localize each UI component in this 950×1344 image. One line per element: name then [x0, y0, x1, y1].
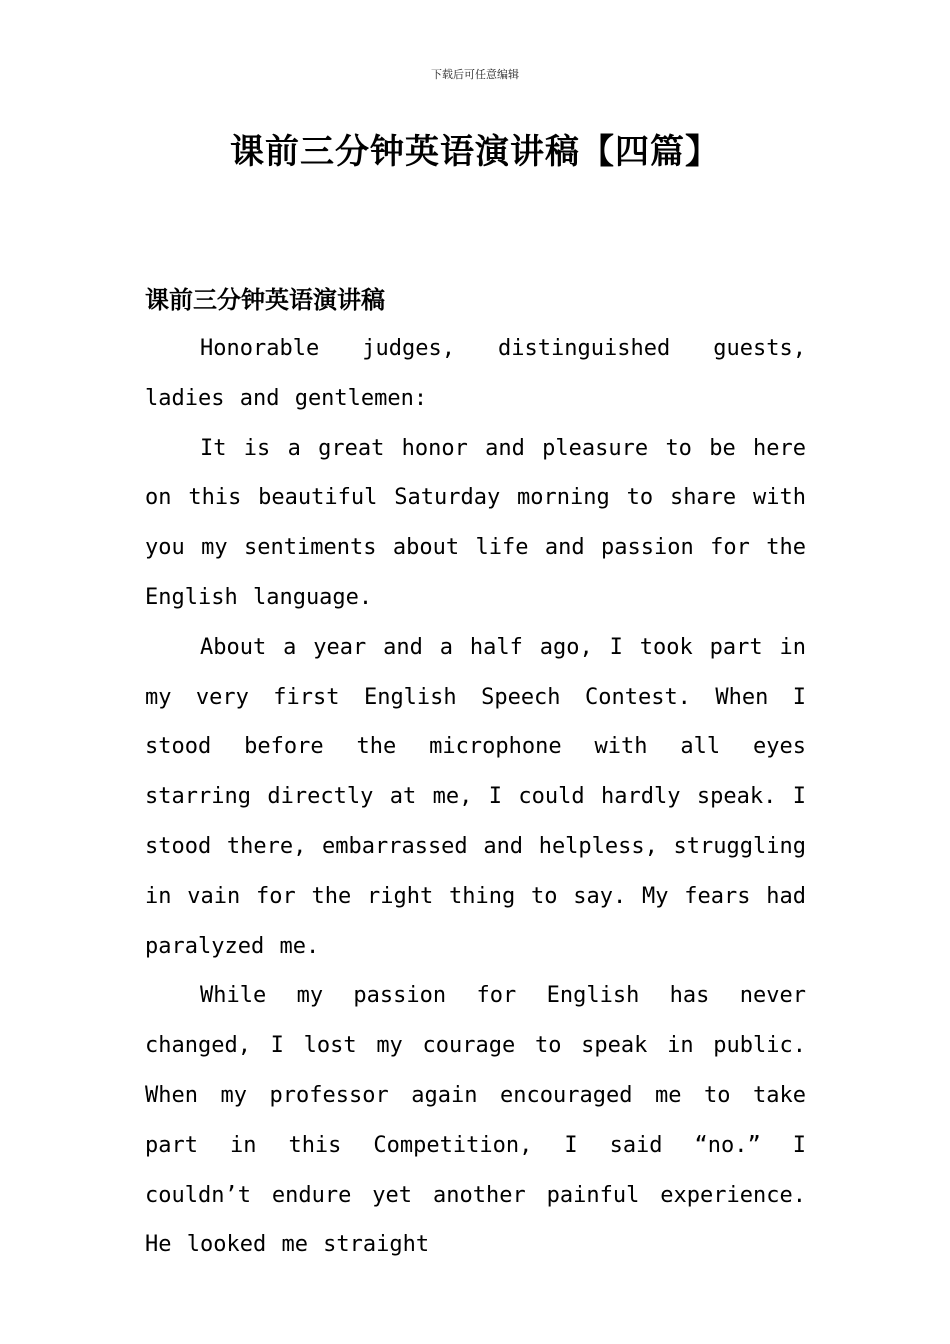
paragraph-first-contest: About a year and a half ago, I took part in my very first English Speech Contest. When I stood before the microphone with all eyes starring directly at me, I could hardly speak. I stood there, embarrassed and helpless, struggling in vain for the right thing to say. My fears had paralyzed me.: [145, 634, 806, 959]
paragraph-introduction: It is a great honor and pleasure to be here on this beautiful Saturday morning to share with you my sentiments about life and passion for the English language.: [145, 435, 806, 610]
header-note: 下载后可任意编辑: [431, 68, 519, 81]
speech-body: [145, 324, 806, 1270]
paragraph-greeting: Honorable judges, distinguished guests, ladies and gentlemen:: [145, 336, 806, 411]
section-heading: 课前三分钟英语演讲稿: [145, 285, 385, 314]
paragraph-lost-courage: While my passion for English has never changed, I lost my courage to speak in public. When my professor again encouraged me to take part in this Competition, I said “no.” I couldn’t endure yet another painful experience. He looked me straight: [145, 983, 806, 1258]
document-title: 课前三分钟英语演讲稿【四篇】: [230, 132, 720, 172]
